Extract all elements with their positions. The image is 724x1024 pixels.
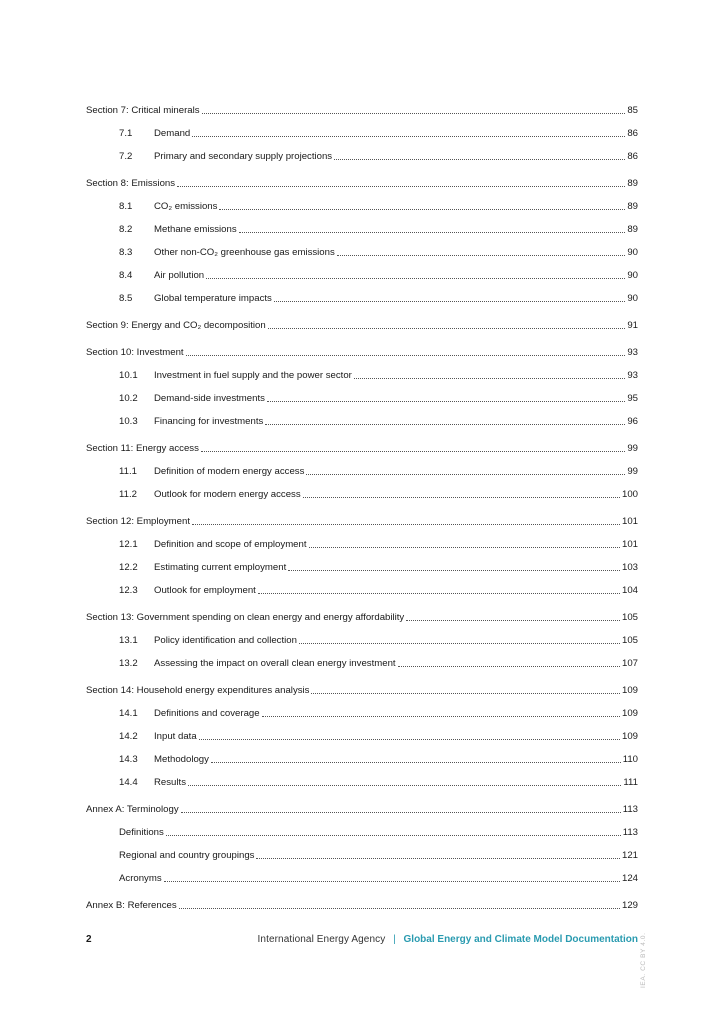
toc-dot-leader bbox=[334, 159, 625, 160]
toc-entry-page: 93 bbox=[627, 347, 638, 358]
toc-subsection-entry[interactable] bbox=[119, 560, 638, 574]
toc-dot-leader bbox=[199, 739, 620, 740]
toc-entry-page: 100 bbox=[621, 489, 638, 500]
toc-section-entry[interactable] bbox=[86, 318, 638, 332]
toc-subsection-entry[interactable] bbox=[119, 656, 638, 670]
toc-entry-title: Section 14: Household energy expenditures analysis bbox=[86, 685, 310, 696]
toc-entry-title: Section 12: Employment bbox=[86, 516, 190, 527]
toc-entry-number: 12.2 bbox=[119, 562, 138, 573]
toc-entry-number: 10.2 bbox=[119, 393, 138, 404]
toc-dot-leader bbox=[239, 232, 626, 233]
toc-entry-title: Assessing the impact on overall clean energy investment bbox=[154, 658, 396, 669]
footer-separator: | bbox=[393, 933, 396, 945]
toc-entry-number: 8.5 bbox=[119, 293, 133, 304]
toc-dot-leader bbox=[274, 301, 625, 302]
toc-entry-number: 7.1 bbox=[119, 128, 133, 139]
toc-entry-page: 110 bbox=[622, 754, 638, 765]
toc-dot-leader bbox=[202, 113, 626, 114]
toc-subsection-entry[interactable] bbox=[119, 268, 638, 282]
toc-entry-page: 90 bbox=[627, 293, 638, 304]
toc-entry-title: Results bbox=[154, 777, 186, 788]
toc-entry-page: 121 bbox=[621, 850, 638, 861]
toc-section-entry[interactable] bbox=[86, 683, 638, 697]
toc-subsection-entry[interactable] bbox=[119, 149, 638, 163]
toc-dot-leader bbox=[265, 424, 625, 425]
toc-entry-page: 86 bbox=[627, 151, 638, 162]
toc-entry-number: 8.4 bbox=[119, 270, 133, 281]
toc-dot-leader bbox=[309, 547, 620, 548]
toc-entry-title: CO₂ emissions bbox=[154, 201, 218, 212]
toc-subsection-entry[interactable] bbox=[119, 537, 638, 551]
toc-entry-title: Methodology bbox=[154, 754, 209, 765]
toc-entry-page: 96 bbox=[627, 416, 638, 427]
toc-entry-title: Outlook for employment bbox=[154, 585, 256, 596]
toc-entry-page: 129 bbox=[621, 900, 638, 911]
toc-entry-title: Section 11: Energy access bbox=[86, 443, 199, 454]
toc-dot-leader bbox=[206, 278, 625, 279]
toc-entry-title: Air pollution bbox=[154, 270, 205, 281]
toc-entry-page: 85 bbox=[627, 105, 638, 116]
toc-dot-leader bbox=[186, 355, 626, 356]
footer-organization: International Energy Agency bbox=[257, 933, 386, 945]
toc-entry-page: 99 bbox=[627, 443, 638, 454]
toc-entry-title: Estimating current employment bbox=[154, 562, 287, 573]
toc-entry-number: 14.3 bbox=[119, 754, 138, 765]
toc-entry-page: 113 bbox=[622, 827, 638, 838]
toc-dot-leader bbox=[166, 835, 621, 836]
toc-entry-page: 109 bbox=[621, 731, 638, 742]
toc-entry-number: 14.1 bbox=[119, 708, 138, 719]
toc-dot-leader bbox=[337, 255, 626, 256]
toc-entry-title: Definition and scope of employment bbox=[154, 539, 307, 550]
toc-entry-number: 14.4 bbox=[119, 777, 138, 788]
toc-dot-leader bbox=[288, 570, 620, 571]
toc-dot-leader bbox=[299, 643, 620, 644]
toc-dot-leader bbox=[303, 497, 620, 498]
toc-entry-page: 90 bbox=[627, 270, 638, 281]
toc-entry-title: Section 8: Emissions bbox=[86, 178, 176, 189]
toc-entry-title: Policy identification and collection bbox=[154, 635, 297, 646]
toc-entry-title: Section 9: Energy and CO₂ decomposition bbox=[86, 320, 266, 331]
footer-document-title: Global Energy and Climate Model Documentation bbox=[403, 933, 638, 945]
toc-entry-title: Input data bbox=[154, 731, 197, 742]
toc-entry-number: 12.3 bbox=[119, 585, 138, 596]
toc-dot-leader bbox=[179, 908, 620, 909]
toc-entry-title: Definitions and coverage bbox=[154, 708, 260, 719]
toc-entry-page: 109 bbox=[621, 708, 638, 719]
toc-entry-title: Regional and country groupings bbox=[119, 850, 255, 861]
toc-subsection-entry[interactable] bbox=[119, 245, 638, 259]
toc-section-entry[interactable] bbox=[86, 898, 638, 912]
toc-dot-leader bbox=[398, 666, 620, 667]
footer-right bbox=[258, 934, 638, 945]
toc-entry-number: 13.1 bbox=[119, 635, 138, 646]
toc-entry-title: Investment in fuel supply and the power sector bbox=[154, 370, 352, 381]
toc-section-entry[interactable] bbox=[86, 441, 638, 455]
toc-subsection-entry[interactable] bbox=[119, 583, 638, 597]
toc-entry-title: Other non-CO₂ greenhouse gas emissions bbox=[154, 247, 335, 258]
toc-dot-leader bbox=[192, 524, 620, 525]
toc-dot-leader bbox=[354, 378, 625, 379]
toc-entry-page: 90 bbox=[627, 247, 638, 258]
toc-entry-page: 103 bbox=[621, 562, 638, 573]
toc-entry-page: 91 bbox=[627, 320, 638, 331]
toc-entry-title: Definitions bbox=[119, 827, 164, 838]
toc-subsection-entry[interactable] bbox=[119, 633, 638, 647]
toc-entry-page: 93 bbox=[627, 370, 638, 381]
toc-dot-leader bbox=[211, 762, 621, 763]
toc-subsection-entry[interactable] bbox=[119, 775, 638, 789]
toc-entry-title: Demand-side investments bbox=[154, 393, 265, 404]
toc-subsection-entry[interactable] bbox=[119, 291, 638, 305]
toc-entry-number: 12.1 bbox=[119, 539, 138, 550]
toc-subsection-entry[interactable] bbox=[119, 199, 638, 213]
toc-dot-leader bbox=[164, 881, 620, 882]
toc-subsection-entry[interactable] bbox=[119, 126, 638, 140]
toc-section-entry[interactable] bbox=[86, 610, 638, 624]
toc-entry-page: 109 bbox=[621, 685, 638, 696]
toc-entry-title: Section 7: Critical minerals bbox=[86, 105, 200, 116]
toc-section-entry[interactable] bbox=[86, 176, 638, 190]
toc-subsection-entry[interactable] bbox=[119, 414, 638, 428]
toc-section-entry[interactable] bbox=[86, 345, 638, 359]
toc-subsection-entry[interactable] bbox=[119, 706, 638, 720]
toc-entry-page: 101 bbox=[621, 539, 638, 550]
toc-dot-leader bbox=[181, 812, 621, 813]
toc-entry-title: Financing for investments bbox=[154, 416, 264, 427]
toc-subsection-entry[interactable] bbox=[119, 729, 638, 743]
toc-entry-page: 124 bbox=[621, 873, 638, 884]
toc-entry-title: Outlook for modern energy access bbox=[154, 489, 301, 500]
toc-entry-number: 11.1 bbox=[119, 466, 137, 477]
toc-entry-page: 89 bbox=[627, 201, 638, 212]
toc-dot-leader bbox=[306, 474, 625, 475]
toc-subsection-entry[interactable] bbox=[119, 752, 638, 766]
toc-entry-title: Demand bbox=[154, 128, 191, 139]
toc-dot-leader bbox=[177, 186, 625, 187]
toc-subsection-entry[interactable] bbox=[119, 848, 638, 862]
toc-entry-page: 89 bbox=[627, 224, 638, 235]
toc-entry-number: 10.1 bbox=[119, 370, 138, 381]
toc-entry-page: 99 bbox=[627, 466, 638, 477]
toc-section-entry[interactable] bbox=[86, 514, 638, 528]
toc-entry-page: 101 bbox=[621, 516, 638, 527]
toc-subsection-entry[interactable] bbox=[119, 871, 638, 885]
toc-entry-title: Annex A: Terminology bbox=[86, 804, 179, 815]
toc-subsection-entry[interactable] bbox=[119, 464, 638, 478]
toc-dot-leader bbox=[258, 593, 620, 594]
toc-entry-page: 107 bbox=[621, 658, 638, 669]
toc-entry-page: 104 bbox=[621, 585, 638, 596]
toc-entry-title: Global temperature impacts bbox=[154, 293, 272, 304]
toc-dot-leader bbox=[188, 785, 621, 786]
toc-entry-number: 10.3 bbox=[119, 416, 138, 427]
toc-entry-page: 86 bbox=[627, 128, 638, 139]
toc-entry-page: 95 bbox=[627, 393, 638, 404]
toc-subsection-entry[interactable] bbox=[119, 222, 638, 236]
page-footer bbox=[86, 932, 638, 946]
toc-entry-number: 8.1 bbox=[119, 201, 133, 212]
toc-subsection-entry[interactable] bbox=[119, 825, 638, 839]
toc-subsection-entry[interactable] bbox=[119, 368, 638, 382]
page-number: 2 bbox=[86, 933, 92, 945]
toc-dot-leader bbox=[262, 716, 620, 717]
toc-dot-leader bbox=[268, 328, 626, 329]
toc-subsection-entry[interactable] bbox=[119, 391, 638, 405]
toc-entry-title: Primary and secondary supply projections bbox=[154, 151, 333, 162]
toc-dot-leader bbox=[192, 136, 625, 137]
toc-subsection-entry[interactable] bbox=[119, 487, 638, 501]
toc-dot-leader bbox=[219, 209, 625, 210]
toc-entry-number: 13.2 bbox=[119, 658, 138, 669]
license-watermark: IEA. CC BY 4.0. bbox=[640, 932, 647, 988]
toc-entry-title: Definition of modern energy access bbox=[154, 466, 305, 477]
toc-entry-number: 7.2 bbox=[119, 151, 133, 162]
toc-entry-title: Annex B: References bbox=[86, 900, 177, 911]
toc-dot-leader bbox=[256, 858, 620, 859]
toc-entry-number: 11.2 bbox=[119, 489, 137, 500]
toc-entry-page: 111 bbox=[623, 777, 638, 788]
toc-dot-leader bbox=[201, 451, 625, 452]
toc-entry-title: Acronyms bbox=[119, 873, 162, 884]
toc-entry-page: 113 bbox=[622, 804, 638, 815]
toc-section-entry[interactable] bbox=[86, 103, 638, 117]
toc-entry-title: Section 13: Government spending on clean energy and energy affordability bbox=[86, 612, 405, 623]
toc-entry-number: 8.2 bbox=[119, 224, 133, 235]
toc-entry-page: 105 bbox=[621, 635, 638, 646]
toc-entry-page: 105 bbox=[621, 612, 638, 623]
toc-entry-title: Section 10: Investment bbox=[86, 347, 184, 358]
toc-dot-leader bbox=[406, 620, 620, 621]
toc-section-entry[interactable] bbox=[86, 802, 638, 816]
toc-entry-number: 8.3 bbox=[119, 247, 133, 258]
toc-entry-number: 14.2 bbox=[119, 731, 138, 742]
toc-entry-title: Methane emissions bbox=[154, 224, 237, 235]
toc-entry-page: 89 bbox=[627, 178, 638, 189]
toc-dot-leader bbox=[311, 693, 620, 694]
toc-dot-leader bbox=[267, 401, 625, 402]
